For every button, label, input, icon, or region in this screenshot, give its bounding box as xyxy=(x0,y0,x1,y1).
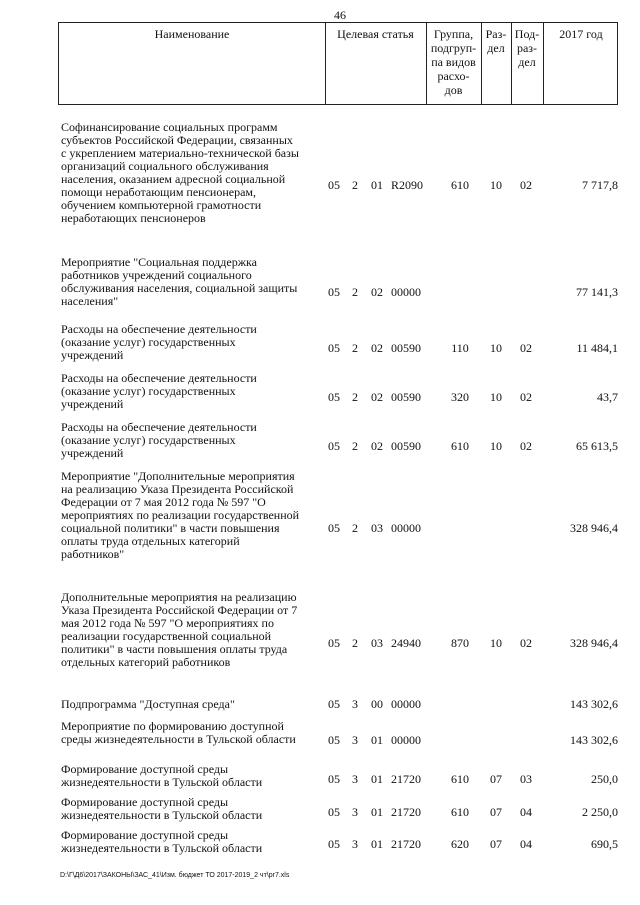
table-row xyxy=(58,372,618,417)
row-name: Расходы на обеспечение деятельности (оказание услуг) государственных учреждений xyxy=(61,420,257,460)
code-direction: 21720 xyxy=(391,805,421,819)
code-subprogram: 3 xyxy=(352,697,358,711)
podrazdel: 02 xyxy=(520,390,532,404)
podrazdel: 03 xyxy=(520,772,532,786)
amount-2017: 77 141,3 xyxy=(576,285,618,299)
expense-group: 110 xyxy=(451,341,469,355)
code-subprogram: 2 xyxy=(352,178,358,192)
table-header xyxy=(58,22,618,105)
page-number: 46 xyxy=(334,8,346,22)
code-subprogram: 3 xyxy=(352,837,358,851)
table-row xyxy=(58,829,618,857)
code-program: 05 xyxy=(328,772,340,786)
code-event: 02 xyxy=(371,341,383,355)
header-razdel: Раз- дел xyxy=(485,27,507,55)
podrazdel: 02 xyxy=(520,439,532,453)
code-program: 05 xyxy=(328,636,340,650)
razdel: 10 xyxy=(490,636,502,650)
code-subprogram: 2 xyxy=(352,341,358,355)
razdel: 10 xyxy=(490,178,502,192)
code-direction: 21720 xyxy=(391,837,421,851)
razdel: 10 xyxy=(490,341,502,355)
expense-group: 610 xyxy=(451,439,469,453)
header-target: Целевая статья xyxy=(337,27,414,41)
code-direction: 00590 xyxy=(391,439,421,453)
code-event: 01 xyxy=(371,837,383,851)
amount-2017: 143 302,6 xyxy=(570,733,618,747)
podrazdel: 04 xyxy=(520,805,532,819)
file-path: D:\Г\Д6\2017\ЗАКОНЫ\ЗАС_41\Изм. бюджет ТО 2017-2019_2 чт\pr7.xls xyxy=(60,872,290,879)
code-program: 05 xyxy=(328,178,340,192)
code-program: 05 xyxy=(328,439,340,453)
code-direction: 21720 xyxy=(391,772,421,786)
row-name: Расходы на обеспечение деятельности (оказание услуг) государственных учреждений xyxy=(61,371,257,411)
code-program: 05 xyxy=(328,733,340,747)
code-subprogram: 2 xyxy=(352,636,358,650)
code-event: 00 xyxy=(371,697,383,711)
expense-group: 610 xyxy=(451,178,469,192)
code-direction: 00590 xyxy=(391,390,421,404)
code-program: 05 xyxy=(328,390,340,404)
code-event: 01 xyxy=(371,733,383,747)
code-direction: 24940 xyxy=(391,636,421,650)
row-name: Мероприятие "Социальная поддержка работников учреждений социального обслуживания населения, социальной защиты населения" xyxy=(61,255,298,308)
razdel: 07 xyxy=(490,837,502,851)
amount-2017: 7 717,8 xyxy=(582,178,618,192)
header-year: 2017 год xyxy=(559,27,603,41)
podrazdel: 02 xyxy=(520,341,532,355)
razdel: 10 xyxy=(490,390,502,404)
table-row xyxy=(58,121,618,247)
amount-2017: 65 613,5 xyxy=(576,439,618,453)
header-group: Группа, подгруп- па видов расхо- дов xyxy=(430,27,477,97)
code-event: 02 xyxy=(371,390,383,404)
code-subprogram: 2 xyxy=(352,439,358,453)
razdel: 10 xyxy=(490,439,502,453)
expense-group: 610 xyxy=(451,805,469,819)
table-row xyxy=(58,421,618,466)
code-direction: R2090 xyxy=(391,178,424,192)
amount-2017: 690,5 xyxy=(591,837,618,851)
table-row xyxy=(58,796,618,824)
amount-2017: 2 250,0 xyxy=(582,805,618,819)
code-subprogram: 2 xyxy=(352,521,358,535)
podrazdel: 02 xyxy=(520,636,532,650)
table-row xyxy=(58,323,618,368)
row-name: Мероприятие по формированию доступной среды жизнедеятельности в Тульской области xyxy=(61,719,296,746)
code-program: 05 xyxy=(328,805,340,819)
row-name: Подпрограмма "Доступная среда" xyxy=(61,697,235,711)
code-event: 02 xyxy=(371,285,383,299)
code-event: 01 xyxy=(371,772,383,786)
expense-group: 320 xyxy=(451,390,469,404)
amount-2017: 328 946,4 xyxy=(570,521,618,535)
code-subprogram: 3 xyxy=(352,805,358,819)
amount-2017: 11 484,1 xyxy=(576,341,618,355)
code-direction: 00000 xyxy=(391,521,421,535)
razdel: 07 xyxy=(490,805,502,819)
code-subprogram: 3 xyxy=(352,772,358,786)
table-row xyxy=(58,720,618,748)
razdel: 07 xyxy=(490,772,502,786)
table-row xyxy=(58,763,618,791)
header-podrazdel: Под- раз- дел xyxy=(514,27,540,69)
code-direction: 00000 xyxy=(391,285,421,299)
podrazdel: 02 xyxy=(520,178,532,192)
table-row xyxy=(58,698,618,712)
code-event: 01 xyxy=(371,805,383,819)
code-program: 05 xyxy=(328,341,340,355)
podrazdel: 04 xyxy=(520,837,532,851)
amount-2017: 43,7 xyxy=(597,390,618,404)
code-program: 05 xyxy=(328,837,340,851)
code-program: 05 xyxy=(328,521,340,535)
code-event: 01 xyxy=(371,178,383,192)
row-name: Дополнительные мероприятия на реализацию Указа Президента Российской Федерации от 7 мая 2012 года № 597 "О мероприятиях по реализации государственной социальной политики" в части повышения оплаты труда отдельных категорий работников xyxy=(61,590,298,669)
row-name: Формирование доступной среды жизнедеятельности в Тульской области xyxy=(61,828,263,855)
code-event: 03 xyxy=(371,636,383,650)
code-program: 05 xyxy=(328,697,340,711)
header-name: Наименование xyxy=(154,27,230,41)
code-direction: 00000 xyxy=(391,697,421,711)
row-name: Софинансирование социальных программ субъектов Российской Федерации, связанных с укреплением материально-технической базы организаций социального обслуживания населения, оказанием адресной социальной помощи неработающим пенсионерам, обучением компьютерной грамотности неработающих пенсионеров xyxy=(61,120,299,225)
code-subprogram: 3 xyxy=(352,733,358,747)
code-event: 03 xyxy=(371,521,383,535)
row-name: Формирование доступной среды жизнедеятельности в Тульской области xyxy=(61,762,263,789)
expense-group: 870 xyxy=(451,636,469,650)
table-row xyxy=(58,470,618,578)
amount-2017: 328 946,4 xyxy=(570,636,618,650)
code-direction: 00590 xyxy=(391,341,421,355)
amount-2017: 143 302,6 xyxy=(570,697,618,711)
expense-group: 610 xyxy=(451,772,469,786)
row-name: Расходы на обеспечение деятельности (оказание услуг) государственных учреждений xyxy=(61,322,257,362)
row-name: Мероприятие "Дополнительные мероприятия на реализацию Указа Президента Российской Федерации от 7 мая 2012 года № 597 "О мероприятиях по реализации государственной социальной политики" в части повышения оплаты труда отдельных категорий работников" xyxy=(61,469,300,561)
table-row xyxy=(58,591,618,687)
code-event: 02 xyxy=(371,439,383,453)
table-row xyxy=(58,256,618,316)
row-name: Формирование доступной среды жизнедеятельности в Тульской области xyxy=(61,795,263,822)
code-subprogram: 2 xyxy=(352,285,358,299)
code-subprogram: 2 xyxy=(352,390,358,404)
code-direction: 00000 xyxy=(391,733,421,747)
code-program: 05 xyxy=(328,285,340,299)
amount-2017: 250,0 xyxy=(591,772,618,786)
expense-group: 620 xyxy=(451,837,469,851)
